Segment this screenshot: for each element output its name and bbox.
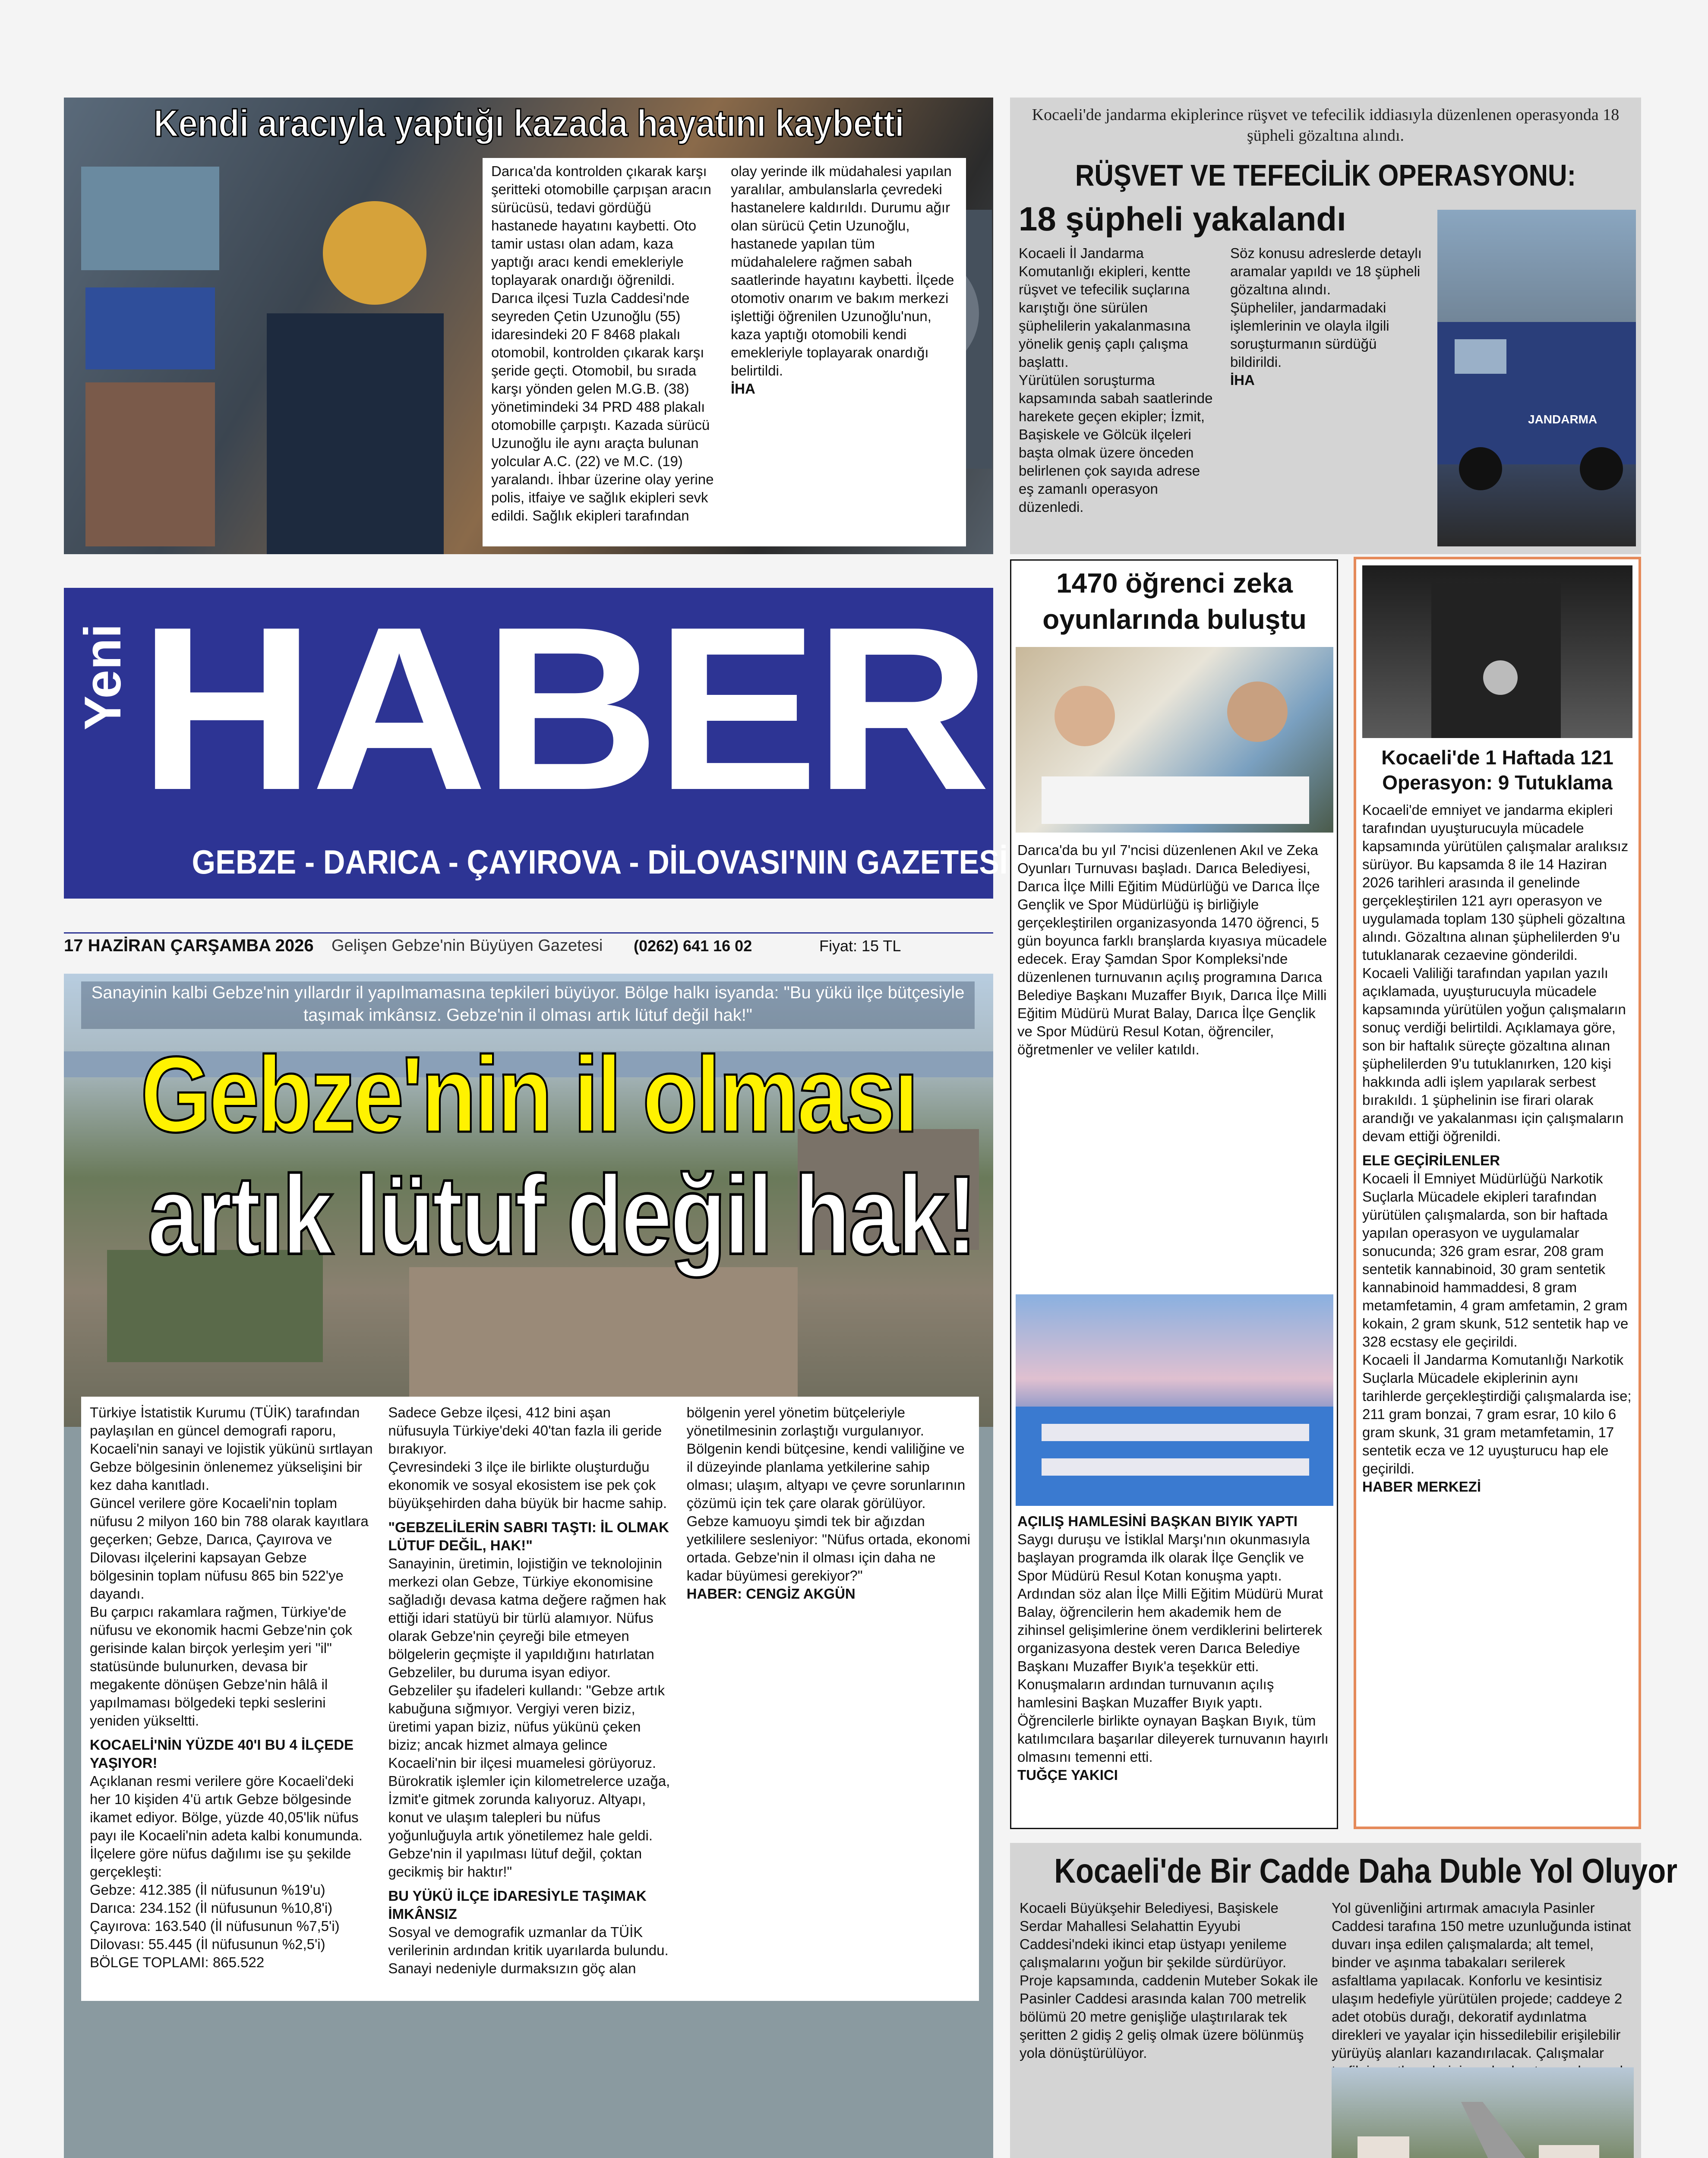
zeka-body-1 [1017, 841, 1332, 1294]
operasyon-p2: Kocaeli Valiliği tarafından yapılan yazılı açıklamada, uyuşturucuyla mücadele kapsamında yürütülen yoğun çalışmaların sonuç verdiği belirtildi. Açıklamaya göre, son bir haftalık süreçte gözaltına alınan şüphelilerden 9'u tutuklanırken, 120 kişi hakkında adli işlem yapılarak serbest bırakıldı. 1 şüphelinin ise firari olarak arandığı ve yakalanması için çalışmaların devam ettiği öğrenildi. [1362, 965, 1626, 1144]
masthead-price: Fiyat: 15 TL [819, 937, 901, 955]
operasyon-p3: Kocaeli İl Emniyet Müdürlüğü Narkotik Suçlarla Mücadele ekipleri tarafından yürütülen çalışmalarda, son bir haftada yapılan operasyon ve uygulamalar sonucunda; 326 gram esrar, 208 gram sentetik kannabinoid, 30 gram sentetik kannabinoid hammaddesi, 8 gram metamfetamin, 4 gram amfetamin, 2 gram kokain, 2 gram skunk, 512 sentetik hap ve 328 ecstasy ele geçirildi. [1362, 1170, 1629, 1350]
masthead [64, 578, 1008, 899]
cadde-photo [1332, 2067, 1634, 2158]
zeka-body-2 [1017, 1512, 1332, 1827]
gebze-pc0: Sanayinin, üretimin, lojistiğin ve teknolojinin merkezi olan Gebze, Türkiye ekonomisine sağladığı devasa katma değere rağmen hak ettiği idari statüyü bir türlü alamıyor. Nüfus olarak Gebze'nin çeyreği bile etmeyen bölgelerin geçmişte il yapıldığını hatırlatan Gebzeliler, bu duruma isyan ediyor. [388, 1555, 666, 1680]
operasyon-body [1362, 801, 1634, 1824]
zeka-article [1010, 559, 1338, 1829]
cadde-headline: Kocaeli'de Bir Cadde Daha Duble Yol Oluyor [1054, 1852, 1677, 1890]
gebze-pb1: Gebze: 412.385 (İl nüfusunun %19'u) [90, 1882, 325, 1898]
kaza-body [483, 158, 966, 546]
rusvet-p4: Şüpheliler, jandarmadaki işlemlerinin ve olayla ilgili soruşturmanın sürdüğü bildirildi. [1230, 300, 1389, 370]
gebze-pb7: Çevresindeki 3 ilçe ile birlikte oluşturduğu ekonomik ve sosyal ekosistem ise pek çok büyükşehirden daha büyük bir hacme sahip. [388, 1459, 667, 1511]
gebze-pc1: Gebzeliler şu ifadeleri kullandı: "Gebze artık kabuğuna sığmıyor. Vergiyi veren biziz, üretimi yapan biziz, nüfus yükünü çeken biziz; ancak hizmet almaya gelince Kocaeli'nin bir ilçesi muamelesi görüyoruz. [388, 1682, 665, 1771]
cadde-article [1010, 1843, 1677, 2158]
operasyon-p1: Kocaeli'de emniyet ve jandarma ekipleri tarafından uyuşturucuyla mücadele kapsamında yürütülen çalışmalar aralıksız sürüyor. Bu kapsamda 8 ile 14 Haziran 2026 tarihleri arasında il genelinde gerçekleştirilen 121 ayrı operasyon ve uygulamada toplam 130 şüpheli gözaltına alındı. Gözaltına alınan şüphelilerden 9'u tutuklanarak cezaevine gönderildi. [1362, 802, 1629, 963]
gebze-pb4: Dilovası: 55.445 (İl nüfusunun %2,5'i) [90, 1936, 325, 1952]
gebze-pb0: Açıklanan resmi verilere göre Kocaeli'deki her 10 kişiden 4'ü artık Gebze bölgesinde ikamet ediyor. Bölge, yüzde 40,05'lik nüfus payı ile Kocaeli'nin adeta kalbi konumunda. İlçelere göre nüfus dağılımı ise şu şekilde gerçekleşti: [90, 1773, 363, 1880]
rusvet-headline1: RÜŞVET VE TEFECİLİK OPERASYONU: [1075, 158, 1576, 192]
gebze-pd0: Sosyal ve demografik uzmanlar da TÜİK verilerinin ardından kritik uyarılarda bulundu. Sanayi nedeniyle durmaksızın göç alan bölgenin yerel yönetim bütçeleriyle yönetilmesinin zorlaştığı vurgulanıyor. [388, 1404, 924, 1976]
rusvet-p3: Söz konusu adreslerde detaylı aramalar yapıldı ve 18 şüpheli gözaltına alındı. [1230, 245, 1422, 297]
cadde-body-right [1332, 1899, 1634, 2063]
kaza-p1: Darıca'da kontrolden çıkarak karşı şeritteki otomobille çarpışan aracın sürücüsü, tedavi gördüğü hastanede hayatını kaybetti. Oto tamir ustası olan adam, kaza yaptığı aracı kendi emekleriyle toplayarak onardığı öğrenildi. [491, 163, 711, 288]
masthead-subtitle: GEBZE - DARICA - ÇAYIROVA - DİLOVASI'NIN GAZETESİ [192, 843, 1008, 881]
gebze-p1: Türkiye İstatistik Kurumu (TÜİK) tarafından paylaşılan en güncel demografi raporu, Kocaeli'nin sanayi ve lojistik yükünü sırtlayan Gebze bölgesinin önlenemez yükselişini bir kez daha kanıtladı. [90, 1404, 373, 1493]
gebze-sub2: "GEBZELİLERİN SABRI TAŞTI: İL OLMAK LÜTUF DEĞİL, HAK!" [388, 1519, 669, 1553]
rusvet-kicker: Kocaeli'de jandarma ekiplerince rüşvet ve tefecilik iddiasıyla düzenlenen operasyonda 18 şüpheli gözaltına alındı. [1032, 106, 1620, 145]
gebze-signature: HABER: CENGİZ AKGÜN [686, 1586, 856, 1602]
rusvet-signature: İHA [1230, 372, 1255, 388]
operasyon-subhead: ELE GEÇİRİLENLER [1362, 1152, 1500, 1168]
zeka-p1: Darıca'da bu yıl 7'ncisi düzenlenen Akıl ve Zeka Oyunları Turnuvası başladı. Darıca Belediyesi, Darıca İlçe Milli Eğitim Müdürlüğü ve Darıca İlçe Gençlik ve Spor Müdürlüğü iş birliğiyle gerçekleştirilen organizasyonda 1470 öğrenci, 5 gün boyunca farklı branşlarda kıyasıya mücadele edecek. Eray Şamdan Spor Kompleksi'nde düzenlenen turnuvanın açılış programına Darıca Belediye Başkanı Muzaffer Bıyık, Darıca İlçe Milli Eğitim Müdürü Murat Balay, Darıca İlçe Gençlik ve Spor Müdürü Resul Kotan, öğrenciler, öğretmenler ve veliler katıldı. [1017, 842, 1327, 1057]
zeka-headline: 1470 öğrenci zeka oyunlarında buluştu [1042, 568, 1307, 635]
masthead-title: HABER [139, 578, 986, 839]
gebze-kicker: Sanayinin kalbi Gebze'nin yıllardır il yapılmamasına tepkileri büyüyor. Bölge halkı isyanda: "Bu yükü ilçe bütçesiyle taşımak imkânsız. Gebze'nin il olması artık lütuf değil hak!" [81, 981, 975, 1029]
gebze-p3: Bu çarpıcı rakamlara rağmen, Türkiye'de nüfusu ve ekonomik hacmi Gebze'nin çok gerisinde kalan birçok yerleşim yeri "il" statüsünde bulunurken, devasa bir megakente dönüşen Gebze'nin hâlâ il yapılmaması bölgedeki tepki seslerini yeniden yükseltti. [90, 1604, 352, 1729]
masthead-info-bar [64, 932, 993, 958]
cadde-body-left [1020, 1899, 1322, 2158]
zeka-p3: Konuşmaların ardından turnuvanın açılış hamlesini Başkan Muzaffer Bıyık yaptı. Öğrencilerle birlikte oynayan Başkan Bıyık, tüm katılımcılara başarılar dileyerek turnuvanın hayırlı olmasını temenni etti. [1017, 1676, 1329, 1765]
gebze-sub1: KOCAELİ'NİN YÜZDE 40'I BU 4 İLÇEDE YAŞIYOR! [90, 1737, 354, 1771]
rusvet-body [1019, 244, 1429, 546]
gebze-pb6: Sadece Gebze ilçesi, 412 bini aşan nüfusuyla Türkiye'deki 40'tan fazla ili geride bırakıyor. [388, 1404, 662, 1457]
gebze-article [64, 974, 993, 2158]
rusvet-photo-text: JANDARMA [1528, 413, 1598, 426]
gebze-headline1: Gebze'nin il olması [140, 1034, 917, 1155]
masthead-yeni: Yeni [74, 624, 132, 730]
zeka-p2: Saygı duruşu ve İstiklal Marşı'nın okunmasıyla başlayan programda ilk olarak İlçe Gençlik ve Spor Müdürü Resul Kotan konuşma yaptı. Ardından söz alan İlçe Milli Eğitim Müdürü Murat Balay, öğrencilerin hem akademik hem de zihinsel gelişimlerine önem verdiklerini belirterek organizasyona destek veren Darıca Belediye Başkanı Muzaffer Bıyık'a teşekkür etti. [1017, 1531, 1323, 1674]
gebze-sub3: BU YÜKÜ İLÇE İDARESİYLE TAŞIMAK İMKÂNSIZ [388, 1888, 647, 1922]
zeka-photo-1 [1016, 647, 1333, 833]
operasyon-article [1354, 557, 1641, 1829]
operasyon-p4: Kocaeli İl Jandarma Komutanlığı Narkotik Suçlarla Mücadele ekiplerinin aynı tarihlerde gerçekleştirdiği çalışmalarda ise; 211 gram bonzai, 7 gram esrar, 10 kilo 6 gram skunk, 31 gram metamfetamin, 17 sentetik ecza ve 12 uyuşturucu hap ele geçirildi. [1362, 1352, 1632, 1477]
gebze-pb2: Darıca: 234.152 (İl nüfusunun %10,8'i) [90, 1900, 333, 1916]
rusvet-photo [1437, 210, 1636, 546]
masthead-phone: (0262) 641 16 02 [634, 937, 752, 955]
operasyon-signature: HABER MERKEZİ [1362, 1479, 1481, 1495]
cadde-p1: Kocaeli Büyükşehir Belediyesi, Başiskele Serdar Mahallesi Selahattin Eyyubi Caddesi'ndeki ikinci etap üstyapı yenileme çalışmalarını yoğun bir şekilde sürdürüyor. Proje kapsamında, caddenin Muteber Sokak ile Pasinler Caddesi arasında kalan 700 metrelik bölümü 20 metre genişliğe ulaştırılarak tek şeritten 2 gidiş 2 geliş olmak üzere bölünmüş yola dönüştürülüyor. [1020, 1900, 1318, 2061]
rusvet-article [1010, 98, 1641, 554]
rusvet-headline2: 18 şüpheli yakalandı [1019, 200, 1346, 238]
kaza-signature: İHA [731, 381, 755, 397]
gebze-pb5: BÖLGE TOPLAMI: 865.522 [90, 1954, 265, 1970]
gebze-pd1: Bölgenin kendi bütçesine, kendi valiliğine ve il düzeyinde planlama yetkilerine sahip olması; ulaşım, altyapı ve çevre sorunlarının çözümü için tek çare olarak görülüyor. Gebze kamuoyu şimdi tek bir ağızdan yetkililere sesleniyor: "Nüfus ortada, ekonomi ortada. Gebze'nin il olması için daha ne kadar büyümesi gerekiyor?" [686, 1441, 970, 1584]
zeka-photo-2 [1016, 1294, 1333, 1506]
kaza-headline: Kendi aracıyla yaptığı kazada hayatını kaybetti [153, 102, 904, 145]
gebze-pc2: Bürokratik işlemler için kilometrelerce uzağa, İzmit'e gitmek zorunda kalıyoruz. Altyapı, konut ve ulaşım talepleri bu nüfus yoğunluğuyla artık yönetilemez hale geldi. Gebze'nin il yapılması lütuf değil, çoktan gecikmiş bir haktır!" [388, 1773, 670, 1880]
operasyon-headline: Kocaeli'de 1 Haftada 121 Operasyon: 9 Tutuklama [1381, 746, 1613, 794]
kaza-article [64, 98, 993, 554]
operasyon-photo [1362, 565, 1632, 738]
masthead-date: 17 HAZİRAN ÇARŞAMBA 2026 [64, 936, 314, 955]
gebze-body [81, 1397, 979, 2001]
cadde-p2: Yol güvenliğini artırmak amacıyla Pasinler Caddesi tarafına 150 metre uzunluğunda istinat duvarı inşa edilen çalışmalarda; alt temel, binder ve aşınma tabakaları serilerek asfaltlama yapılacak. Konforlu ve kesintisiz ulaşım hedefiyle yürütülen projede; caddeye 2 adet otobüs durağı, dekoratif aydınlatma direkleri ve yayalar için hissedilebilir erişilebilir yürüyüş alanları kazandırılacak. Çalışmalar [1332, 1900, 1631, 2061]
zeka-signature: TUĞÇE YAKICI [1017, 1767, 1118, 1783]
gebze-p2: Güncel verilere göre Kocaeli'nin toplam nüfusu 2 milyon 160 bin 788 olarak kayıtlara geçerken; Gebze, Darıca, Çayırova ve Dilovası ilçelerini kapsayan Gebze bölgesinin toplam nüfusu 865 bin 522'ye dayandı. [90, 1495, 369, 1602]
gebze-headline2: artık lütuf değil hak! [147, 1153, 976, 1278]
rusvet-p1: Kocaeli İl Jandarma Komutanlığı ekipleri, kentte rüşvet ve tefecilik suçlarına karıştığı öne sürülen şüphelilerin yakalanmasına yönelik geniş çaplı çalışma başlattı. [1019, 245, 1191, 370]
zeka-subhead: AÇILIŞ HAMLESİNİ BAŞKAN BIYIK YAPTI [1017, 1513, 1298, 1529]
gebze-pb3: Çayırova: 163.540 (İl nüfusunun %7,5'i) [90, 1918, 340, 1934]
kaza-p2: Darıca ilçesi Tuzla Caddesi'nde seyreden Çetin Uzunoğlu (55) idaresindeki 20 F 8468 plakalı otomobil, kontrolden çıkarak karşı şeride geçti. Otomobil, bu sırada karşı yönden gelen M.G.B. (38) yönetimindeki 34 PRD 488 plakalı otomobille çarpıştı. Kazada sürücü Uzunoğlu ile aynı araçta bulunan yolcular A.C. (22) ve M.C. (19) yaralandı. İhbar üzerine olay yerine polis, itfaiye ve sağlık ekipleri sevk edildi. Sağlık ekipleri tarafından olay yerinde ilk müdahalesi yapılan yaralılar, ambulanslarla çevredeki hastanelere kaldırıldı. Durumu ağır olan sürücü Çetin Uzunoğlu, hastanede yapılan tüm müdahalelere rağmen sabah saatlerinde hayatını kaybetti. İlçede otomotiv onarım ve bakım merkezi işlettiği öğrenilen Uzunoğlu'nun, kaza yaptığı otomobili kendi emekleriyle toplayarak onardığı belirtildi. [491, 163, 954, 524]
masthead-slogan: Gelişen Gebze'nin Büyüyen Gazetesi [331, 937, 603, 955]
rusvet-p2: Yürütülen soruşturma kapsamında sabah saatlerinde harekete geçen ekipler; İzmit, Başiskele ve Gölcük ilçeleri başta olmak üzere önceden belirlenen çok sayıda adrese eş zamanlı operasyon düzenledi. [1019, 372, 1213, 515]
